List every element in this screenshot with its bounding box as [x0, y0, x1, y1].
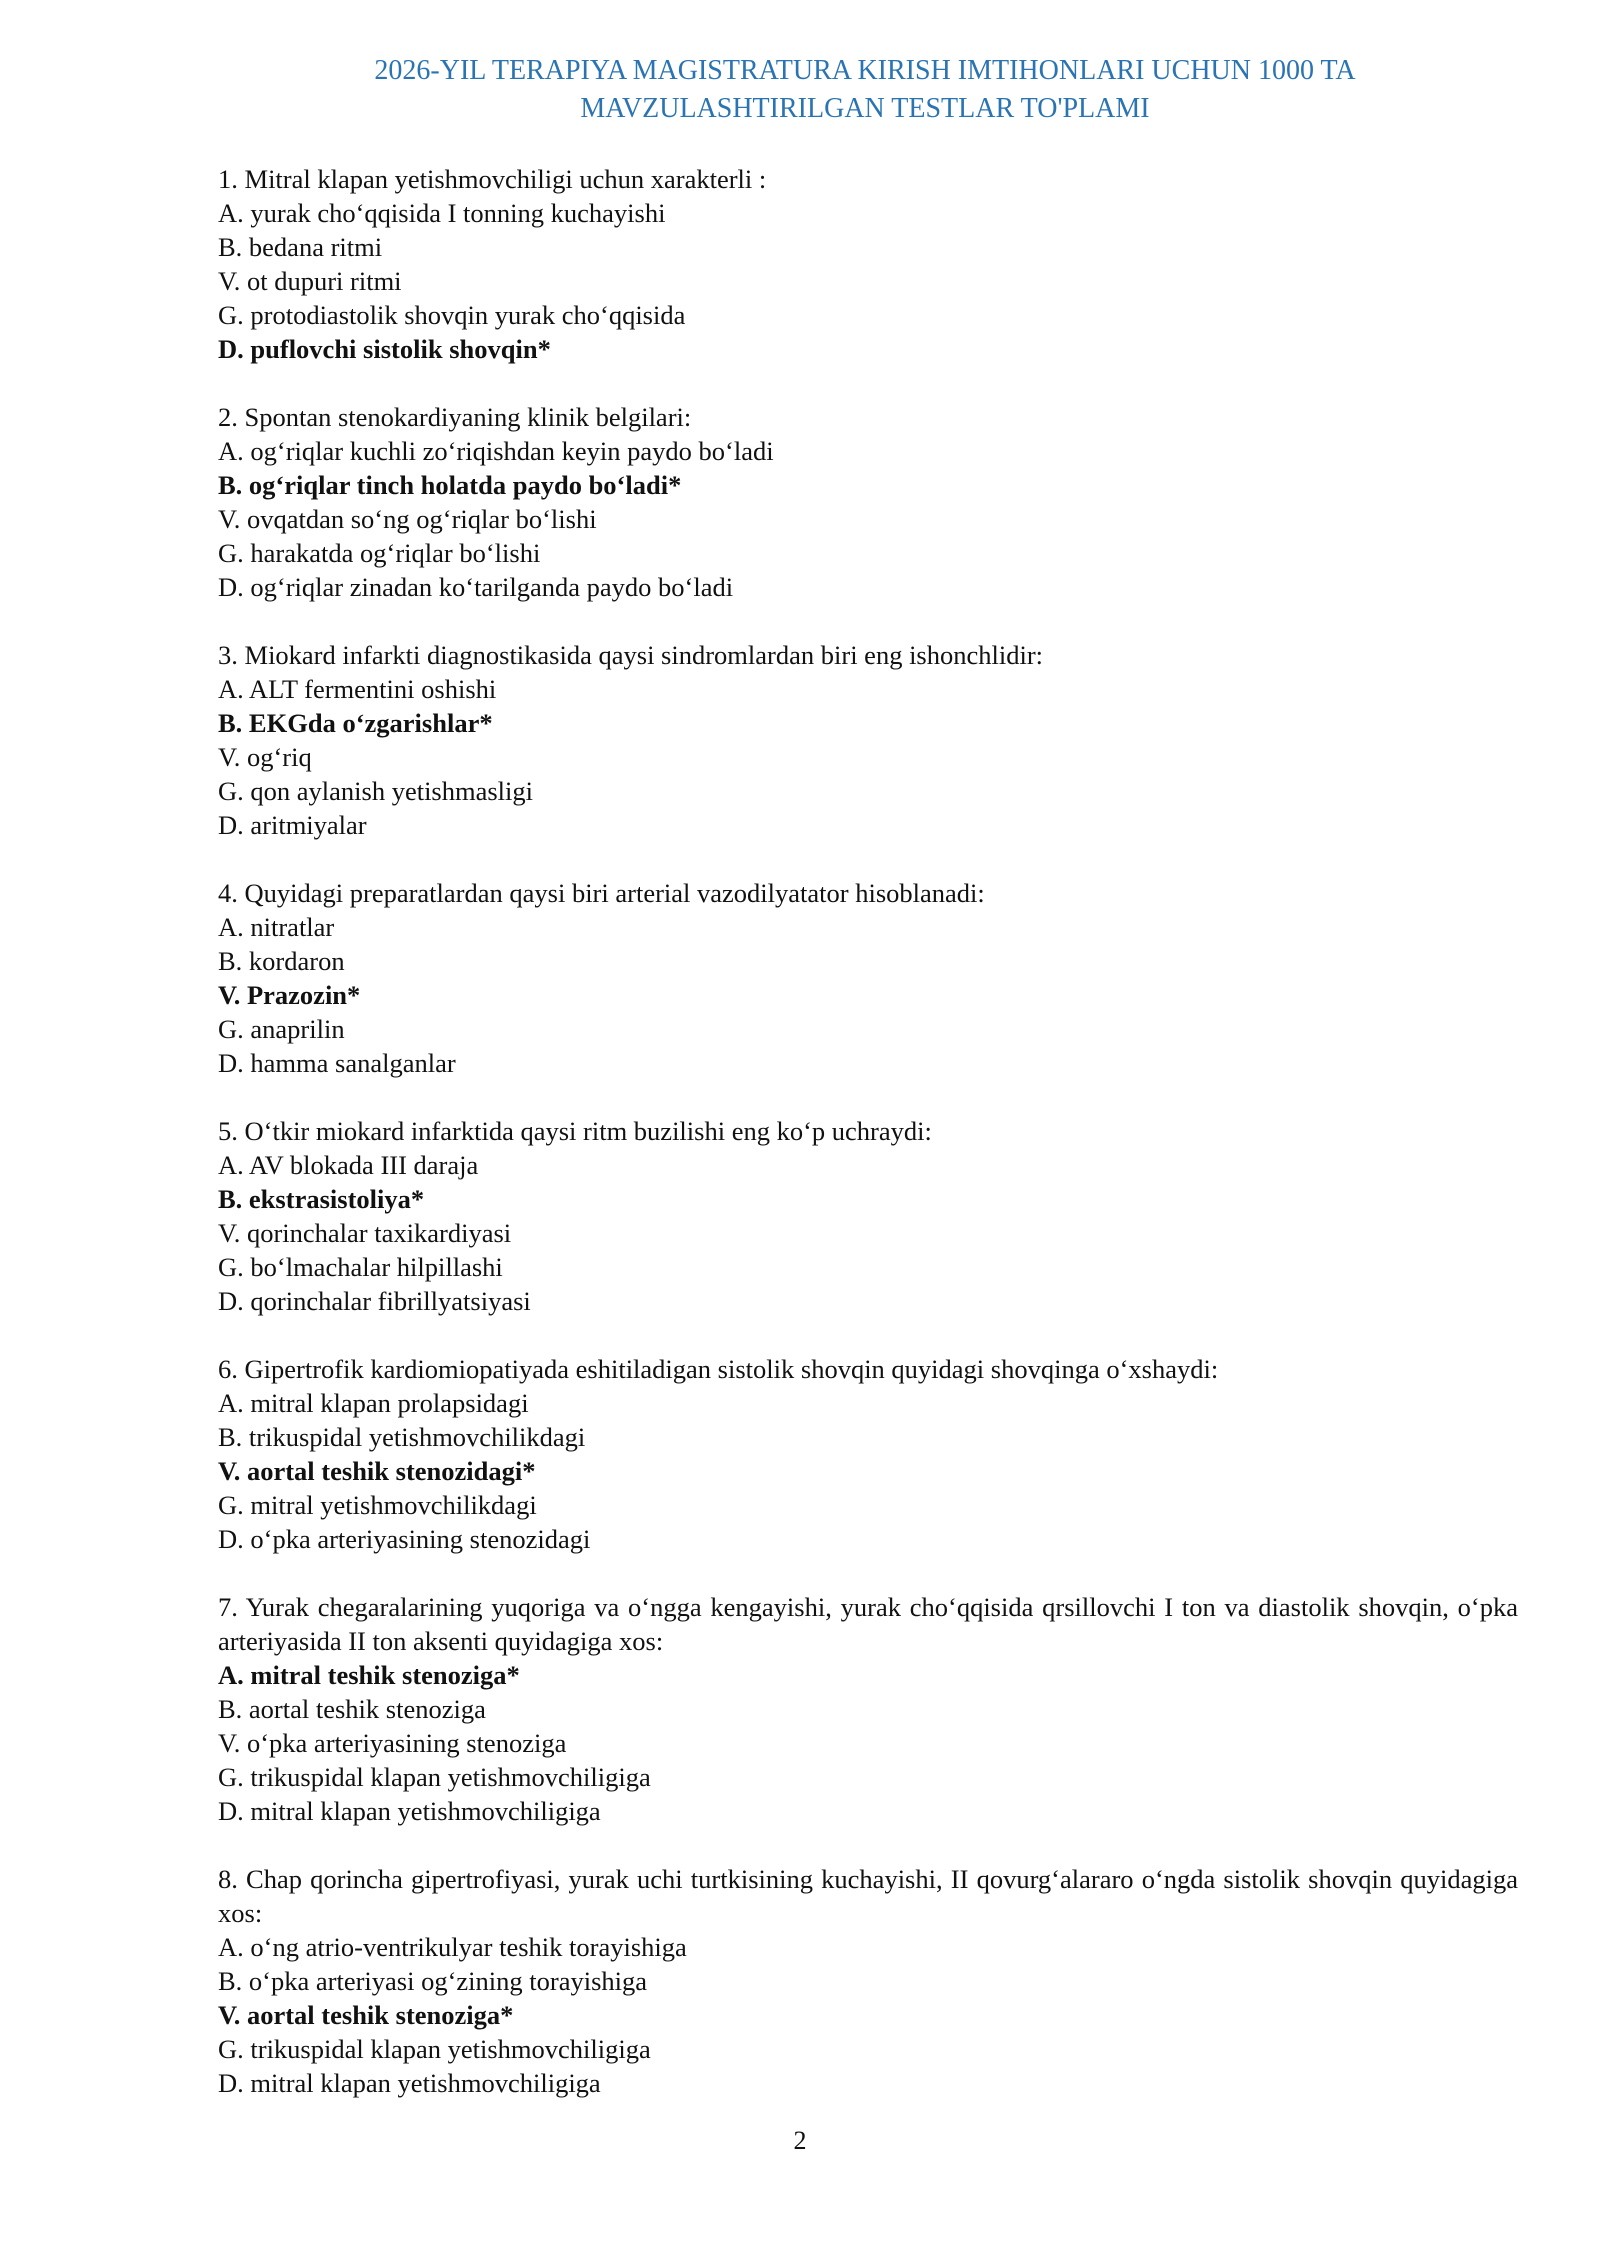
question-stem: 4. Quyidagi preparatlardan qaysi biri arterial vazodilyatator hisoblanadi:	[218, 878, 985, 908]
answer-option: B. kordaron	[218, 946, 345, 976]
answer-option: V. ot dupuri ritmi	[218, 266, 402, 296]
document-header	[200, 52, 1530, 128]
answer-option: A. AV blokada III daraja	[218, 1150, 479, 1180]
question-block	[218, 1114, 1518, 1318]
question-stem: 8. Chap qorincha gipertrofiyasi, yurak uchi turtkisining kuchayishi, II qovurg‘alararo o‘ngda sistolik shovqin quyidagiga xos:	[218, 1864, 1518, 1928]
question-block	[218, 876, 1518, 1080]
answer-option: D. aritmiyalar	[218, 810, 367, 840]
answer-option: G. trikuspidal klapan yetishmovchiligiga	[218, 1762, 651, 1792]
answer-option-correct: V. Prazozin*	[218, 980, 361, 1010]
answer-option: A. nitratlar	[218, 912, 335, 942]
question-stem: 1. Mitral klapan yetishmovchiligi uchun xarakterli :	[218, 164, 767, 194]
answer-option-correct: B. ekstrasistoliya*	[218, 1184, 425, 1214]
question-stem: 2. Spontan stenokardiyaning klinik belgilari:	[218, 402, 692, 432]
answer-option: D. og‘riqlar zinadan ko‘tarilganda paydo bo‘ladi	[218, 572, 734, 602]
answer-option-correct: V. aortal teshik stenoziga*	[218, 2000, 514, 2030]
answer-option: G. protodiastolik shovqin yurak cho‘qqisida	[218, 300, 686, 330]
question-stem: 6. Gipertrofik kardiomiopatiyada eshitiladigan sistolik shovqin quyidagi shovqinga o‘xshaydi:	[218, 1354, 1219, 1384]
answer-option: A. ALT fermentini oshishi	[218, 674, 497, 704]
answer-option: G. qon aylanish yetishmasligi	[218, 776, 534, 806]
answer-option: A. og‘riqlar kuchli zo‘riqishdan keyin paydo bo‘ladi	[218, 436, 774, 466]
answer-option: V. qorinchalar taxikardiyasi	[218, 1218, 512, 1248]
answer-option-correct: B. og‘riqlar tinch holatda paydo bo‘ladi*	[218, 470, 682, 500]
answer-option-correct: V. aortal teshik stenozidagi*	[218, 1456, 536, 1486]
answer-option: V. o‘pka arteriyasining stenoziga	[218, 1728, 567, 1758]
question-block	[218, 1862, 1518, 2100]
answer-option: D. qorinchalar fibrillyatsiyasi	[218, 1286, 531, 1316]
question-stem: 5. O‘tkir miokard infarktida qaysi ritm buzilishi eng ko‘p uchraydi:	[218, 1116, 932, 1146]
answer-option: G. mitral yetishmovchilikdagi	[218, 1490, 537, 1520]
answer-option: D. mitral klapan yetishmovchiligiga	[218, 2068, 601, 2098]
answer-option: A. yurak cho‘qqisida I tonning kuchayishi	[218, 198, 666, 228]
answer-option: B. aortal teshik stenoziga	[218, 1694, 486, 1724]
answer-option: V. ovqatdan so‘ng og‘riqlar bo‘lishi	[218, 504, 597, 534]
answer-option: G. bo‘lmachalar hilpillashi	[218, 1252, 503, 1282]
question-block	[218, 638, 1518, 842]
question-block	[218, 1590, 1518, 1828]
answer-option-correct: B. EKGda o‘zgarishlar*	[218, 708, 493, 738]
question-stem: 3. Miokard infarkti diagnostikasida qaysi sindromlardan biri eng ishonchlidir:	[218, 640, 1044, 670]
header-title-line-1: 2026-YIL TERAPIYA MAGISTRATURA KIRISH IMTIHONLARI UCHUN 1000 TA	[374, 55, 1356, 86]
answer-option: G. trikuspidal klapan yetishmovchiligiga	[218, 2034, 651, 2064]
answer-option: V. og‘riq	[218, 742, 312, 772]
answer-option: D. hamma sanalganlar	[218, 1048, 456, 1078]
answer-option: G. harakatda og‘riqlar bo‘lishi	[218, 538, 541, 568]
page-number: 2	[793, 2126, 807, 2155]
header-title-line-2: MAVZULASHTIRILGAN TESTLAR TO'PLAMI	[580, 93, 1150, 124]
question-stem: 7. Yurak chegaralarining yuqoriga va o‘ngga kengayishi, yurak cho‘qqisida qrsillovchi I ton va diastolik shovqin, o‘pka arteriyasida II ton aksenti quyidagiga xos:	[218, 1592, 1518, 1656]
question-block	[218, 400, 1518, 604]
answer-option: B. bedana ritmi	[218, 232, 383, 262]
answer-option: G. anaprilin	[218, 1014, 345, 1044]
answer-option: A. o‘ng atrio-ventrikulyar teshik torayishiga	[218, 1932, 687, 1962]
question-list	[218, 162, 1518, 2134]
answer-option: B. o‘pka arteriyasi og‘zining torayishiga	[218, 1966, 648, 1996]
answer-option: B. trikuspidal yetishmovchilikdagi	[218, 1422, 586, 1452]
answer-option: D. o‘pka arteriyasining stenozidagi	[218, 1524, 591, 1554]
answer-option-correct: A. mitral teshik stenoziga*	[218, 1660, 520, 1690]
question-block	[218, 162, 1518, 366]
question-block	[218, 1352, 1518, 1556]
answer-option: A. mitral klapan prolapsidagi	[218, 1388, 529, 1418]
answer-option: D. mitral klapan yetishmovchiligiga	[218, 1796, 601, 1826]
answer-option-correct: D. puflovchi sistolik shovqin*	[218, 334, 551, 364]
